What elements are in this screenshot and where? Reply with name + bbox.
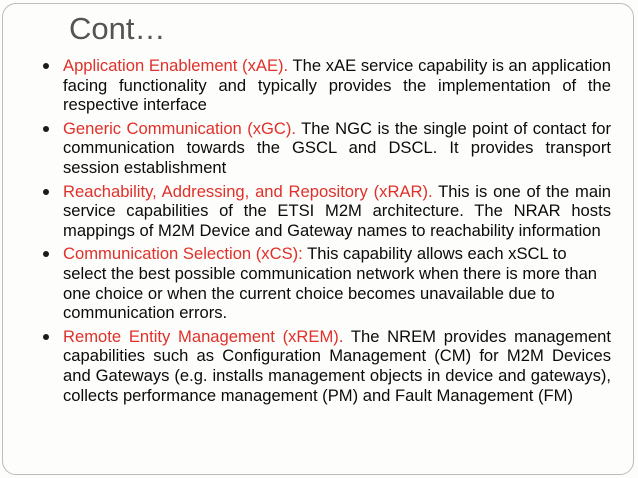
bullet-highlight: Communication Selection (xCS):: [63, 244, 303, 264]
bullet-dot-icon: [43, 63, 49, 69]
bullet-item-xae: [41, 56, 611, 115]
bullet-item-xgc: [41, 119, 611, 178]
bullet-highlight: Application Enablement (xAE).: [63, 56, 289, 75]
bullet-highlight: Reachability, Addressing, and Repository (xRAR).: [63, 181, 433, 201]
bullet-dot-icon: [43, 189, 49, 195]
bullet-text: The NGC is the single point of contact for communication towards the GSCL and DSCL. It provides transport session establishment: [63, 118, 611, 177]
bullet-highlight: Remote Entity Management (xREM).: [63, 326, 344, 346]
bullet-dot-icon: [43, 251, 49, 257]
bullet-text: This is one of the main service capabilities of the ETSI M2M architecture. The NRAR hosts mappings of M2M Device and Gateway names to reachability information: [63, 181, 611, 240]
bullet-list: [41, 56, 611, 409]
bullet-item-xrar: [41, 182, 611, 241]
bullet-text: The xAE service capability is an application facing functionality and typically provides the implementation of the respective interface: [63, 56, 611, 115]
bullet-item-xrem: [41, 327, 611, 405]
bullet-dot-icon: [43, 126, 49, 132]
bullet-dot-icon: [43, 334, 49, 340]
bullet-item-xcs: [41, 244, 611, 322]
bullet-text: This capability allows each xSCL to select the best possible communication network when there is more than one choice or when the current choice becomes unavailable due to communication errors.: [63, 244, 598, 323]
bullet-highlight: Generic Communication (xGC).: [63, 118, 297, 138]
bullet-text: The NREM provides management capabilities such as Configuration Management (CM) for M2M Devices and Gateways (e.g. installs management objects in device and gateways), collects performance management (PM) and Fault Management (FM): [63, 326, 612, 405]
slide-title: Cont…: [69, 11, 166, 46]
